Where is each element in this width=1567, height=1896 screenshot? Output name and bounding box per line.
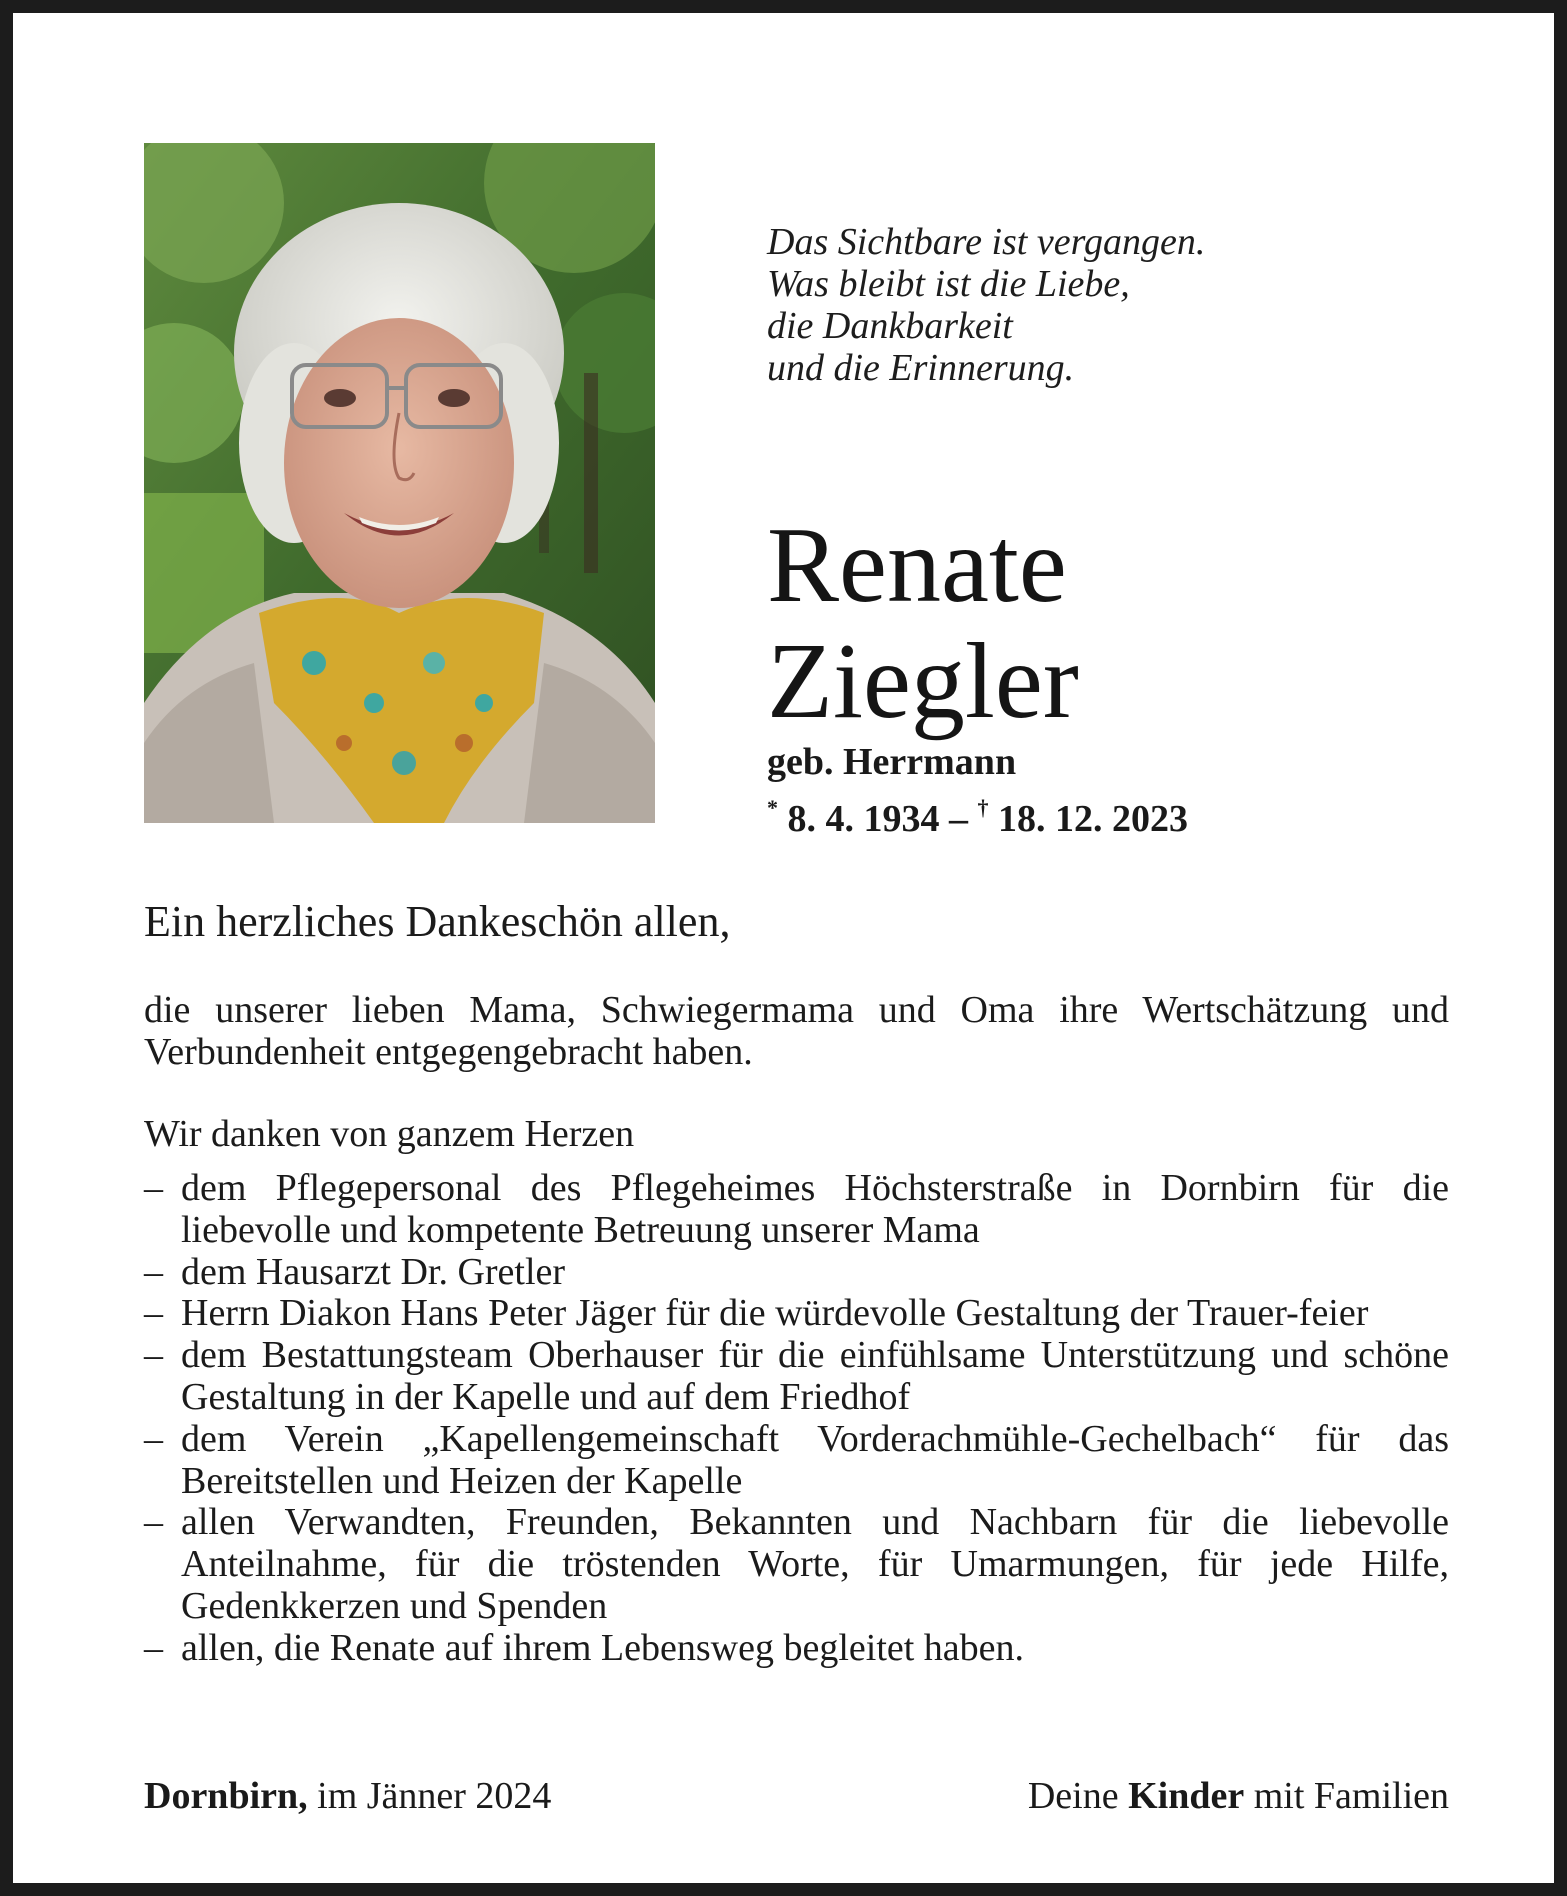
date-separator: – [949, 798, 968, 840]
list-item [144, 1168, 1449, 1252]
list-item [144, 1628, 1449, 1670]
list-item-text: allen, die Renate auf ihrem Lebensweg begleitet haben. [181, 1626, 1025, 1669]
portrait-photo [144, 143, 655, 823]
bullet-dash: – [144, 1417, 163, 1460]
list-item [144, 1252, 1449, 1294]
bullet-dash: – [144, 1167, 163, 1209]
list-item [144, 1502, 1449, 1627]
portrait-illustration [144, 143, 655, 823]
quote-line: die Dankbarkeit [767, 305, 1013, 347]
place-and-date [144, 1775, 551, 1817]
bullet-dash: – [144, 1250, 163, 1293]
maiden-name: geb. Herrmann [767, 741, 1017, 783]
signature [1028, 1775, 1449, 1817]
list-item-text: dem Hausarzt Dr. Gretler [181, 1250, 566, 1293]
list-item-text: dem Bestattungsteam Oberhauser für die einfühlsame Unterstützung und schöne Gestaltung in der Kapelle und auf dem Friedhof [181, 1334, 1449, 1418]
quote-line: Was bleibt ist die Liebe, [767, 263, 1130, 305]
list-item-text: allen Verwandten, Freunden, Bekannten und Nachbarn für die liebevolle Anteilnahme, für die tröstenden Worte, für Umarmungen, für jede Hilfe, Gedenkkerzen und Spenden [181, 1501, 1449, 1627]
list-item-text: Herrn Diakon Hans Peter Jäger für die würdevolle Gestaltung der Trauer-feier [181, 1292, 1369, 1335]
list-item-text: dem Verein „Kapellengemeinschaft Vorderachmühle-Gechelbach“ für das Bereitstellen und Heizen der Kapelle [181, 1417, 1449, 1502]
list-item-text: dem Pflegepersonal des Pflegeheimes Höchsterstraße in Dornbirn für die liebevolle und kompetente Betreuung unserer Mama [181, 1167, 1449, 1251]
quote-line: und die Erinnerung. [767, 347, 1075, 389]
bullet-dash: – [144, 1292, 163, 1335]
last-name: Ziegler [767, 622, 1079, 741]
bullet-dash: – [144, 1501, 163, 1544]
thanks-list [144, 1168, 1449, 1670]
signature-prefix: Deine [1027, 1775, 1119, 1817]
bullet-dash: – [144, 1626, 163, 1669]
bullet-dash: – [144, 1334, 163, 1377]
birth-date: 8. 4. 1934 [787, 798, 940, 840]
quote-line: Das Sichtbare ist vergangen. [767, 221, 1206, 263]
memorial-quote [767, 221, 1205, 389]
list-item [144, 1419, 1449, 1503]
thanks-lead: Wir danken von ganzem Herzen [144, 1113, 635, 1155]
greeting: Ein herzliches Dankeschön allen, [144, 897, 731, 946]
birth-symbol: * [767, 795, 778, 820]
life-dates [767, 787, 1188, 840]
list-item [144, 1335, 1449, 1419]
place: Dornbirn, [144, 1775, 308, 1817]
deceased-name [767, 508, 1079, 740]
signature-suffix: mit Familien [1253, 1775, 1449, 1817]
signature-bold: Kinder [1128, 1775, 1245, 1817]
first-name: Renate [767, 506, 1067, 625]
footer [144, 1775, 1449, 1817]
intro-paragraph: die unserer lieben Mama, Schwiegermama und Oma ihre Wertschätzung und Verbundenheit entgegengebracht haben. [144, 989, 1449, 1073]
date: im Jänner 2024 [317, 1775, 552, 1817]
death-symbol: † [977, 795, 989, 820]
list-item [144, 1293, 1449, 1335]
death-date: 18. 12. 2023 [998, 798, 1188, 840]
